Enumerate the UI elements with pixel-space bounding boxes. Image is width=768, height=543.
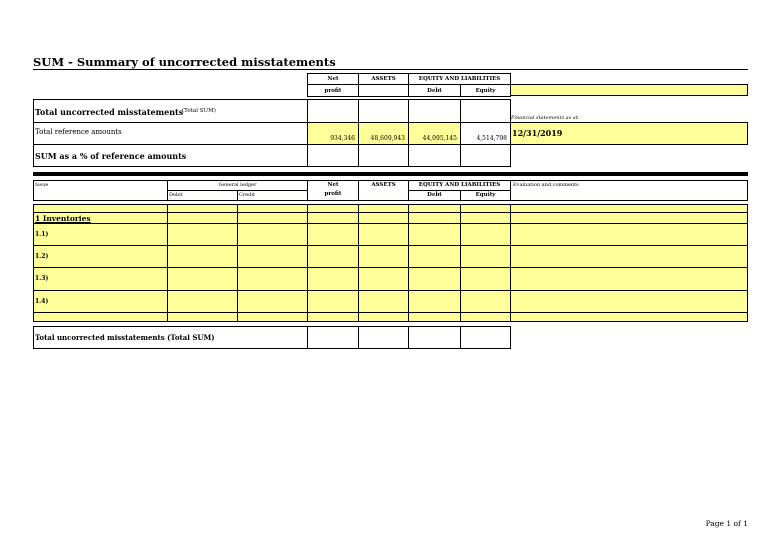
detail-cell-issue[interactable] [33,290,168,313]
section-separator [33,172,748,176]
hdr-profit: profit [307,84,359,97]
reference-assets[interactable]: 48,609,943 [358,122,409,145]
detail-cell-assets[interactable] [358,267,409,291]
detail-cell-debt[interactable] [408,223,461,246]
total-net-profit [307,99,359,123]
detail-cell-net-profit[interactable] [307,245,359,268]
bottom-total-net-profit [307,326,359,349]
reference-net-profit[interactable]: 934,346 [307,122,359,145]
reference-label-cell: Total reference amounts [33,122,308,145]
total-assets [358,99,409,123]
page-number: Page 1 of 1 [705,519,748,528]
dhdr-net-profit: Net profit [307,180,359,201]
detail-cell-net-profit[interactable] [307,290,359,313]
hdr-equity: Equity [460,84,511,97]
fs-as-at-label: Financial statements as at: [511,115,580,121]
reference-debt[interactable]: 44,095,145 [408,122,461,145]
detail-cell-debit[interactable] [167,267,238,291]
detail-cell-debit[interactable] [167,223,238,246]
detail-cell-credit[interactable] [237,312,308,322]
detail-cell-evaluation[interactable] [510,245,748,268]
title-rule [33,69,748,70]
detail-cell-equity[interactable] [460,267,511,291]
section-title: 1 Inventories [35,214,91,223]
detail-cell-credit[interactable] [237,223,308,246]
detail-cell-issue[interactable] [33,267,168,291]
bottom-total-debt [408,326,461,349]
hdr-credit: Credit [237,190,308,201]
percent-net-profit [307,144,359,167]
detail-cell-net-profit[interactable] [307,267,359,291]
detail-cell-credit[interactable] [237,267,308,291]
detail-cell-debt[interactable] [408,312,461,322]
hdr-assets: ASSETS [358,73,409,85]
detail-cell-issue[interactable] [33,312,168,322]
percent-assets [358,144,409,167]
total-uncorrected-label-cell: Total uncorrected misstatements (Total SUM) [33,99,308,123]
total-debt [408,99,461,123]
dhdr-debt: Debt [408,190,461,201]
percent-debt [408,144,461,167]
item-label: 1.3) [35,275,49,282]
detail-cell-evaluation[interactable] [510,312,748,322]
percent-equity [460,144,511,167]
detail-cell-debit[interactable] [167,245,238,268]
item-label: 1.2) [35,253,49,260]
bottom-total-assets [358,326,409,349]
detail-cell-credit[interactable] [237,245,308,268]
hdr-issue: Issue [33,180,168,201]
detail-cell-equity[interactable] [460,290,511,313]
detail-cell-debt[interactable] [408,267,461,291]
hdr-net: Net [307,73,359,85]
detail-cell-debit[interactable] [167,290,238,313]
hdr-general-ledger: General ledger [167,180,308,191]
hdr-equity-liabilities: EQUITY AND LIABILITIES [408,73,511,85]
detail-cell-net-profit[interactable] [307,223,359,246]
detail-cell-evaluation[interactable] [510,290,748,313]
detail-cell-debit[interactable] [167,312,238,322]
percent-label-cell: SUM as a % of reference amounts [33,144,308,167]
detail-cell-evaluation[interactable] [510,267,748,291]
detail-cell-assets[interactable] [358,312,409,322]
detail-cell-assets[interactable] [358,223,409,246]
page-title: SUM - Summary of uncorrected misstatements [33,55,336,69]
bottom-total-label-cell: Total uncorrected misstatements (Total SUM) [33,326,308,349]
detail-cell-debt[interactable] [408,290,461,313]
fs-header-highlight[interactable] [510,84,748,96]
hdr-debt: Debt [408,84,461,97]
detail-cell-equity[interactable] [460,223,511,246]
detail-cell-evaluation[interactable] [510,223,748,246]
reference-equity: 4,514,798 [460,122,511,145]
detail-cell-equity[interactable] [460,312,511,322]
item-label: 1.4) [35,298,49,305]
dhdr-equity-liabilities: EQUITY AND LIABILITIES [408,180,511,191]
hdr-assets-blank [358,84,409,97]
detail-cell-net-profit[interactable] [307,312,359,322]
detail-cell-equity[interactable] [460,245,511,268]
detail-cell-credit[interactable] [237,290,308,313]
dhdr-evaluation: Evaluation and comments [510,180,748,201]
dhdr-assets: ASSETS [358,180,409,201]
detail-cell-assets[interactable] [358,290,409,313]
item-label: 1.1) [35,231,49,238]
detail-cell-assets[interactable] [358,245,409,268]
dhdr-equity: Equity [460,190,511,201]
total-equity [460,99,511,123]
bottom-total-equity [460,326,511,349]
detail-cell-issue[interactable] [33,223,168,246]
hdr-debit: Debit [167,190,238,201]
fs-date-cell[interactable]: 12/31/2019 [510,122,748,145]
detail-cell-issue[interactable] [33,245,168,268]
detail-cell-debt[interactable] [408,245,461,268]
